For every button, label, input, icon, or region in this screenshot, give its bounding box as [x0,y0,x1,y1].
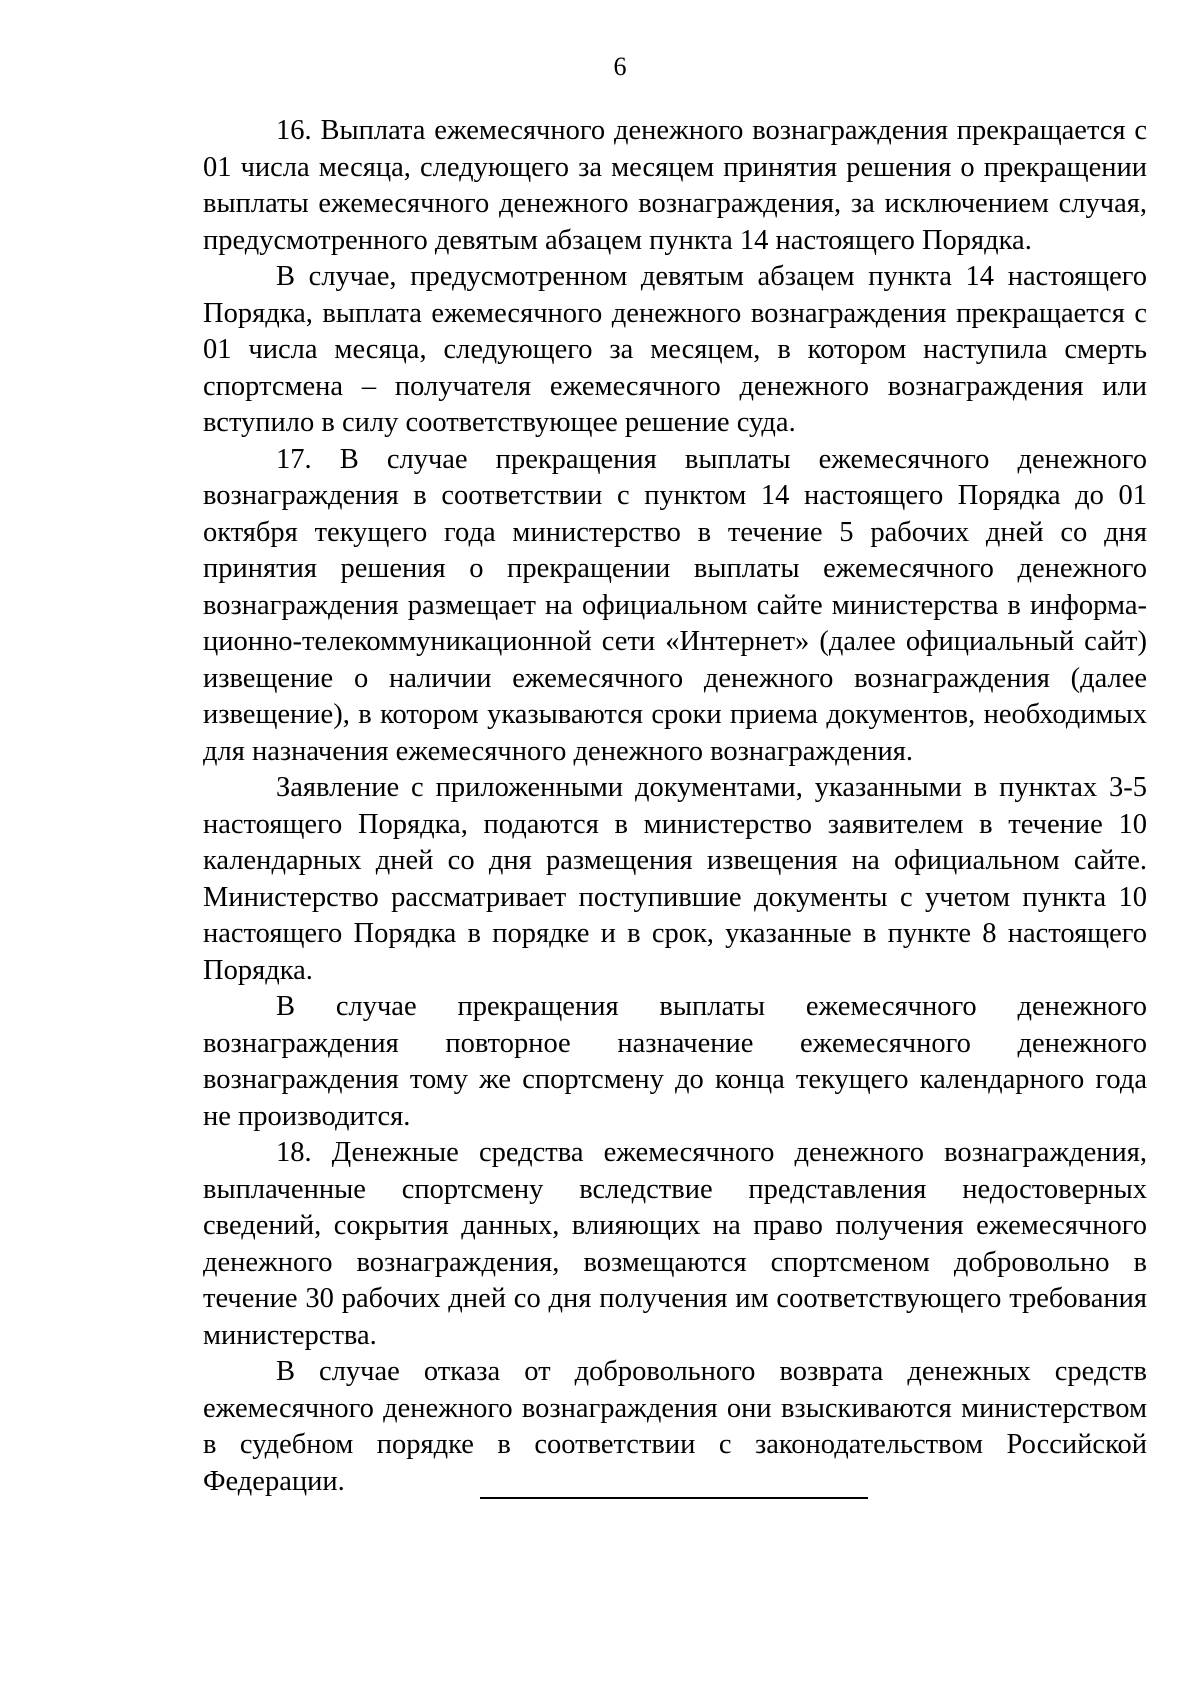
document-body [203,113,1147,1500]
closing-divider-line [480,1497,868,1499]
paragraph-18-refusal: В случае отказа от добровольного возврата денежных средств ежемесячного денежного вознаграждения они взыскиваются министерством в судебном порядке в соответствии с законодательством Российской Федерации. [203,1356,1147,1497]
paragraph-16: 16. Выплата ежемесячного денежного вознаграждения прекращается с 01 числа месяца, следующего за месяцем принятия решения о прекращении выплаты ежемесячного денежного вознаграждения, за исключением случая, предусмотренного девятым абзацем пункта 14 настоящего Порядка. [203,115,1147,256]
paragraph-17-reassignment: В случае прекращения выплаты ежемесячного денежного вознаграждения повторное назначение ежемесячного денежного вознаграждения тому же спортсмену до конца текущего календарного года не производится. [203,991,1147,1132]
page-number: 6 [613,52,627,81]
paragraph-17: 17. В случае прекращения выплаты ежемесячного денежного вознаграждения в соответствии с пунктом 14 настоящего Порядка до 01 октября текущего года министерство в течение 5 рабочих дней со дня принятия решения о прекращении выплаты ежемесячного денежного вознаграждения размещает на официальном сайте министерства в информационно-телекоммуникационной сети «Интернет» (далее официальный сайт) извещение о наличии ежемесячного денежного вознаграждения (далее извещение), в котором указываются сроки приема документов, необходимых для назначения ежемесячного денежного вознаграждения. [203,443,1147,767]
paragraph-18: 18. Денежные средства ежемесячного денежного вознаграждения, выплаченные спортсмену вследствие представления недостоверных сведений, сокрытия данных, влияющих на право получения ежемесячного денежного вознаграждения, возмещаются спортсменом добровольно в течение 30 рабочих дней со дня получения им соответствующего требования министерства. [203,1137,1147,1351]
paragraph-16-death-case: В случае, предусмотренном девятым абзацем пункта 14 настоящего Порядка, выплата ежемесячного денежного вознаграждения прекращается с 01 числа месяца, следующего за месяцем, в котором наступила смерть спортсмена – получателя ежемесячного денежного вознаграждения или вступило в силу соответствующее решение суда. [203,261,1147,438]
paragraph-17-application: Заявление с приложенными документами, указанными в пунктах 3-5 настоящего Порядка, подаются в министерство заявителем в течение 10 календарных дней со дня размещения извещения на официальном сайте. Министерство рассматривает поступившие документы с учетом пункта 10 настоящего Порядка в порядке и в срок, указанные в пункте 8 настоящего Порядка. [203,772,1147,986]
